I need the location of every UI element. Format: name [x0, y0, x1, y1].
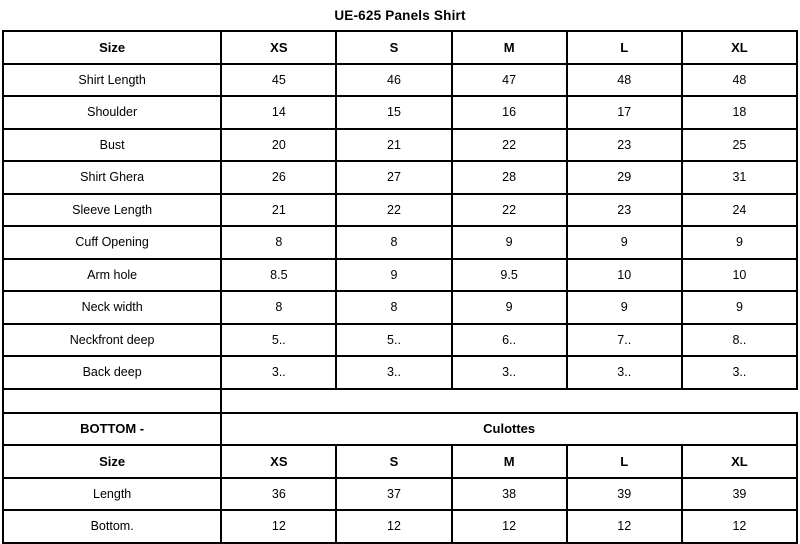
measurement-label: Sleeve Length: [3, 194, 221, 227]
measurement-value: 17: [567, 96, 682, 129]
table-header-row: [3, 31, 797, 64]
table-row: [3, 226, 797, 259]
header-size-s: S: [336, 31, 451, 64]
size-chart-table: [2, 30, 798, 544]
measurement-value: 3..: [221, 356, 336, 389]
measurement-value: 9: [567, 291, 682, 324]
measurement-value: 12: [682, 510, 797, 543]
divider-cell: [221, 389, 336, 413]
header-size-xl: XL: [682, 31, 797, 64]
measurement-value: 10: [682, 259, 797, 292]
measurement-value: 9: [682, 291, 797, 324]
measurement-value: 12: [221, 510, 336, 543]
measurement-value: 12: [567, 510, 682, 543]
measurement-value: 39: [682, 478, 797, 511]
bottom-section-label: BOTTOM -: [3, 413, 221, 446]
measurement-value: 8: [336, 226, 451, 259]
measurement-value: 8: [336, 291, 451, 324]
measurement-label: Shirt Length: [3, 64, 221, 97]
measurement-value: 29: [567, 161, 682, 194]
header-size-xs: XS: [221, 31, 336, 64]
measurement-value: 9: [452, 291, 567, 324]
divider-cell: [567, 389, 682, 413]
table-row: [3, 64, 797, 97]
table-row: [3, 129, 797, 162]
measurement-value: 7..: [567, 324, 682, 357]
header-size-label: Size: [3, 31, 221, 64]
measurement-value: 9: [682, 226, 797, 259]
divider-cell: [3, 389, 221, 413]
measurement-value: 8.5: [221, 259, 336, 292]
header-size-l: L: [567, 31, 682, 64]
measurement-value: 8: [221, 291, 336, 324]
measurement-value: 9: [452, 226, 567, 259]
measurement-value: 22: [452, 129, 567, 162]
bottom-header-size-l: L: [567, 445, 682, 478]
table-row: [3, 324, 797, 357]
measurement-value: 21: [336, 129, 451, 162]
divider-cell: [452, 389, 567, 413]
measurement-value: 38: [452, 478, 567, 511]
measurement-value: 20: [221, 129, 336, 162]
measurement-value: 14: [221, 96, 336, 129]
measurement-label: Shirt Ghera: [3, 161, 221, 194]
measurement-value: 12: [452, 510, 567, 543]
measurement-label: Neck width: [3, 291, 221, 324]
measurement-value: 37: [336, 478, 451, 511]
measurement-value: 47: [452, 64, 567, 97]
measurement-value: 3..: [336, 356, 451, 389]
section-divider-row: [3, 389, 797, 413]
measurement-value: 15: [336, 96, 451, 129]
measurement-value: 8: [221, 226, 336, 259]
measurement-value: 21: [221, 194, 336, 227]
measurement-value: 39: [567, 478, 682, 511]
measurement-value: 9: [336, 259, 451, 292]
measurement-value: 26: [221, 161, 336, 194]
measurement-value: 12: [336, 510, 451, 543]
measurement-value: 48: [682, 64, 797, 97]
measurement-value: 25: [682, 129, 797, 162]
measurement-label: Bust: [3, 129, 221, 162]
measurement-label: Back deep: [3, 356, 221, 389]
table-row: [3, 161, 797, 194]
table-row: [3, 96, 797, 129]
bottom-header-size-xl: XL: [682, 445, 797, 478]
measurement-value: 46: [336, 64, 451, 97]
bottom-header-size-s: S: [336, 445, 451, 478]
bottom-section-value: Culottes: [221, 413, 797, 446]
table-row: [3, 259, 797, 292]
measurement-value: 48: [567, 64, 682, 97]
measurement-value: 28: [452, 161, 567, 194]
measurement-label: Cuff Opening: [3, 226, 221, 259]
measurement-value: 45: [221, 64, 336, 97]
divider-cell: [682, 389, 797, 413]
measurement-value: 22: [452, 194, 567, 227]
measurement-value: 6..: [452, 324, 567, 357]
table-row: [3, 194, 797, 227]
measurement-value: 8..: [682, 324, 797, 357]
measurement-value: 3..: [452, 356, 567, 389]
bottom-header-size-m: M: [452, 445, 567, 478]
measurement-value: 27: [336, 161, 451, 194]
measurement-value: 3..: [567, 356, 682, 389]
measurement-value: 5..: [336, 324, 451, 357]
measurement-value: 23: [567, 194, 682, 227]
header-size-m: M: [452, 31, 567, 64]
measurement-value: 22: [336, 194, 451, 227]
measurement-value: 31: [682, 161, 797, 194]
measurement-label: Arm hole: [3, 259, 221, 292]
table-row: [3, 291, 797, 324]
bottom-section-header-row: [3, 413, 797, 446]
measurement-value: 9.5: [452, 259, 567, 292]
measurement-value: 23: [567, 129, 682, 162]
page-title: [0, 0, 800, 30]
bottom-header-size-label: Size: [3, 445, 221, 478]
table-row: [3, 478, 797, 511]
table-row: [3, 356, 797, 389]
measurement-value: 36: [221, 478, 336, 511]
measurement-value: 16: [452, 96, 567, 129]
measurement-label: Length: [3, 478, 221, 511]
page-title-text: UE-625 Panels Shirt: [334, 7, 466, 23]
bottom-header-size-xs: XS: [221, 445, 336, 478]
measurement-value: 10: [567, 259, 682, 292]
measurement-value: 3..: [682, 356, 797, 389]
measurement-label: Neckfront deep: [3, 324, 221, 357]
measurement-label: Bottom.: [3, 510, 221, 543]
divider-cell: [336, 389, 451, 413]
measurement-value: 5..: [221, 324, 336, 357]
measurement-value: 24: [682, 194, 797, 227]
measurement-value: 18: [682, 96, 797, 129]
measurement-label: Shoulder: [3, 96, 221, 129]
table-row: [3, 510, 797, 543]
measurement-value: 9: [567, 226, 682, 259]
bottom-size-header-row: [3, 445, 797, 478]
